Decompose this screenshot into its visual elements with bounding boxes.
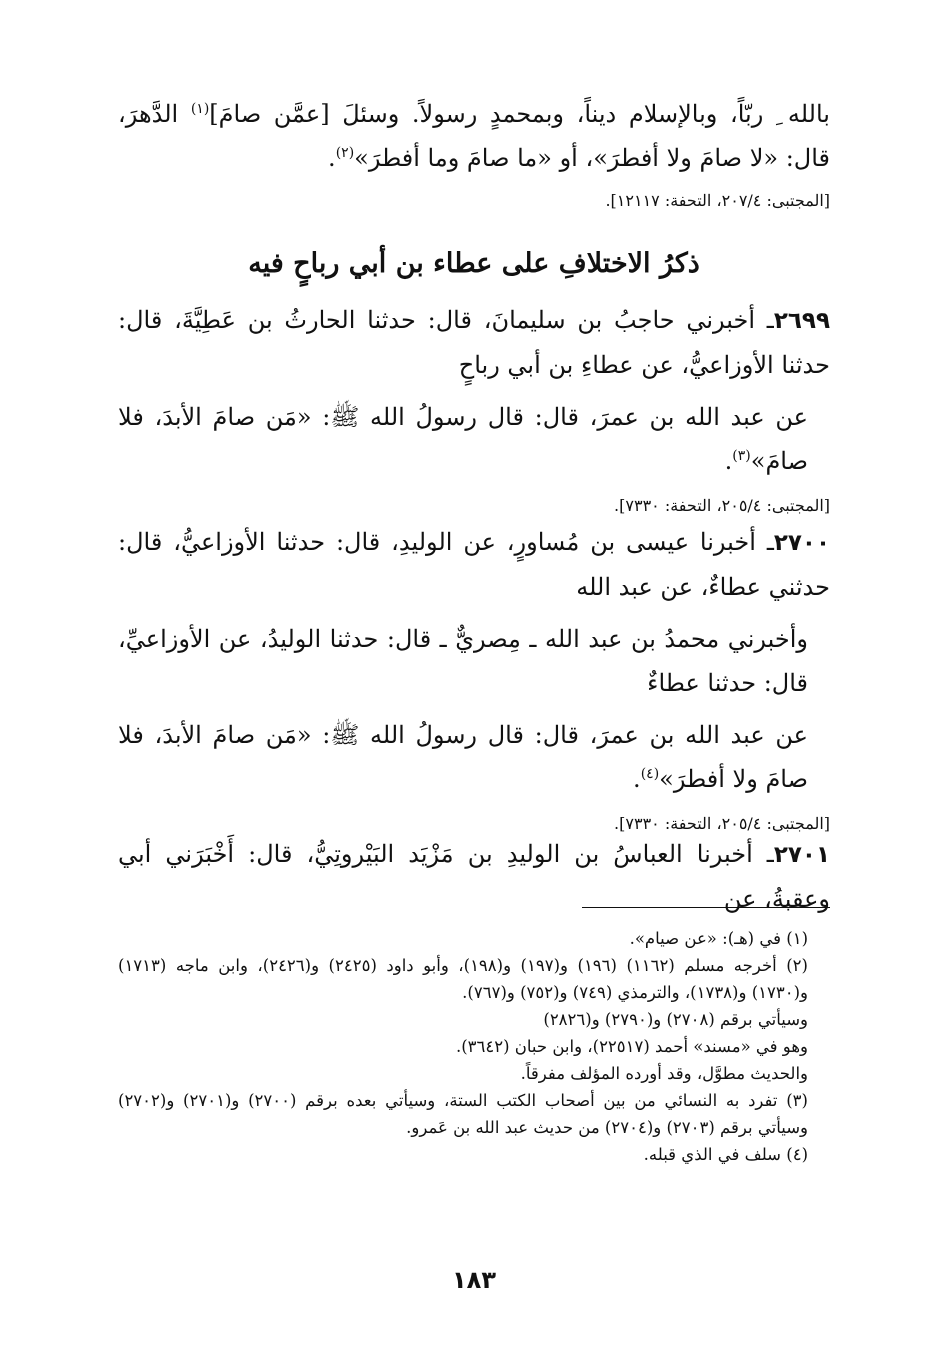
hadith-2700-reference: [المجتبى: ٢٠٥/٤، التحفة: ٧٣٣٠]. [614, 814, 830, 833]
footnotes [118, 925, 830, 1168]
footnote-2-cont-3: والحديث مطوَّل، وقد أورده المؤلف مفرقاً. [520, 1064, 808, 1083]
hadith-2699-matn [118, 395, 830, 483]
footnote-3: (٣) تفرد به النسائي من بين أصحاب الكتب الستة، وسيأتي بعده برقم (٢٧٠٠) و(٢٧٠١) و(٢٧٠٢) وسيأتي برقم (٢٧٠٣) و(٢٧٠٤) من حديث عبد الله بن عَمرو. [118, 1091, 808, 1137]
footnote-4: (٤) سلف في الذي قبله. [643, 1145, 808, 1164]
page-number: ١٨٣ [452, 1266, 496, 1294]
intro-text-2: الدَّهرَ، قال: «لا صامَ ولا أفطرَ»، أو «ما صامَ وما أفطرَ» [118, 100, 830, 172]
hadith-2699-reference: [المجتبى: ٢٠٥/٤، التحفة: ٧٣٣٠]. [614, 496, 830, 515]
footnote-marker-4[interactable]: (٤) [640, 766, 660, 782]
isnad-text: ـ أخبرنا عيسى بن مُساورٍ، عن الوليدِ، قال: حدثنا الأوزاعيُّ، قال: حدثني عطاءٌ، عن عبد الله [118, 528, 830, 601]
intro-block [118, 92, 830, 212]
intro-paragraph [118, 92, 830, 180]
hadith-number: ٢٧٠٠ [773, 530, 830, 556]
footnote-separator [582, 907, 830, 908]
isnad-text: ـ أخبرني حاجبُ بن سليمانَ، قال: حدثنا الحارثُ بن عَطِيَّةَ، قال: حدثنا الأوزاعيُّ، عن عطاءِ بن أبي رباحٍ [118, 306, 830, 379]
hadith-2699 [118, 298, 830, 517]
intro-text: بالله ِ ربّاً، وبالإسلام ديناً، وبمحمدٍ رسولاً. وسئلَ [عمَّن صامَ] [209, 100, 830, 128]
isnad-text: ـ أخبرنا العباسُ بن الوليدِ بن مَزْيَد البَيْروتِيُّ، قال: أَخْبَرَني أبي وعقبةُ، عن [118, 840, 830, 913]
hadith-2700-isnad-2: وأخبرني محمدُ بن عبد الله ـ مِصريٌّ ـ قال: حدثنا الوليدُ، عن الأوزاعيِّ، قال: حدثنا عطاءٌ [118, 625, 808, 697]
matn-text: عن عبد الله بن عمرَ، قال: قال رسولُ الله ﷺ: «مَن صامَ الأبدَ، فلا صامَ ولا أفطرَ» [118, 721, 808, 793]
hadith-number: ٢٦٩٩ [773, 308, 830, 334]
footnote-2-cont-1: وسيأتي برقم (٢٧٠٨) و(٢٧٩٠) و(٢٨٢٦) [543, 1010, 808, 1029]
footnote-marker-2[interactable]: (٢) [335, 145, 355, 161]
hadith-2700-matn [118, 713, 830, 801]
footnote-2-cont-2: وهو في «مسند» أحمد (٢٢٥١٧)، وابن حبان (٣٦٤٢). [455, 1037, 808, 1056]
hadith-2699-isnad [118, 298, 830, 387]
hadith-2700 [118, 520, 830, 835]
matn-end: . [633, 765, 641, 793]
matn-end: . [724, 447, 733, 475]
footnote-2: (٢) أخرجه مسلم (١١٦٢) (١٩٦) و(١٩٧) و(١٩٨)، وأبو داود (٢٤٢٥) و(٢٤٢٦)، وابن ماجه (١٧١٣) و(١٧٣٠) و(١٧٣٨)، والترمذي (٧٤٩) و(٧٥٢) و(٧٦٧). [118, 956, 808, 1002]
footnote-marker-3[interactable]: (٣) [732, 448, 751, 464]
intro-reference: [المجتبى: ٢٠٧/٤، التحفة: ١٢١١٧]. [605, 191, 830, 210]
section-heading: ذكرُ الاختلافِ على عطاء بن أبي رباحٍ فيه [248, 248, 700, 279]
hadith-number: ٢٧٠١ [773, 842, 830, 868]
matn-text: عن عبد الله بن عمرَ، قال: قال رسولُ الله ﷺ: «مَن صامَ الأبدَ، فلا صامَ» [118, 403, 808, 475]
footnote-marker-1[interactable]: (١) [190, 101, 210, 117]
hadith-2700-isnad-1 [118, 520, 830, 609]
footnote-1: (١) في (هـ): «عن صيام». [629, 929, 808, 948]
intro-end: . [328, 144, 336, 172]
